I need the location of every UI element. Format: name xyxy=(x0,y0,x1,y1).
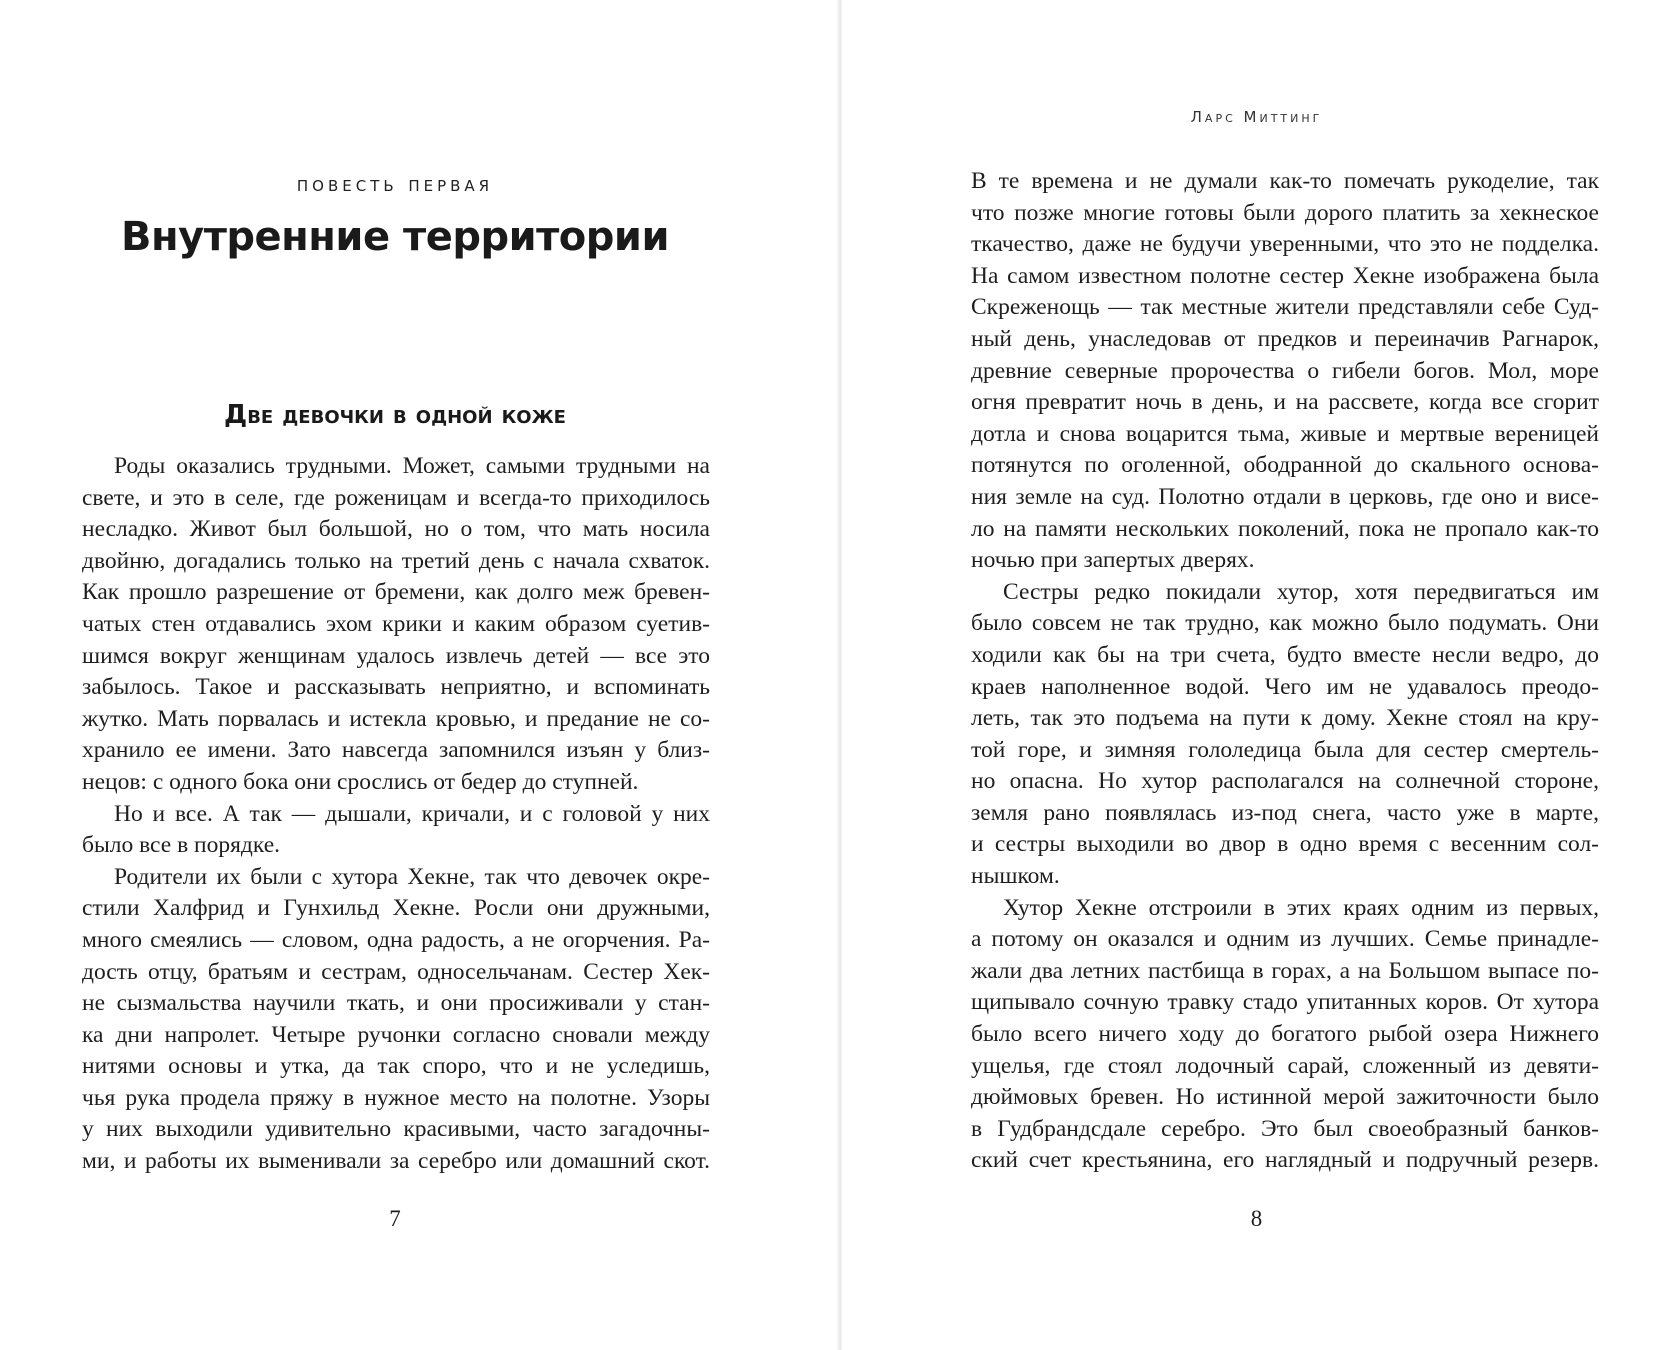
text-line: огня превратит ночь в день, и на рассвете, когда все сгорит xyxy=(971,389,1599,416)
text-line: шимся вокруг женщинам удалось извлечь детей — все это xyxy=(82,642,710,669)
text-line: много смеялись — словом, одна радость, а не огорчения. Ра- xyxy=(82,926,710,953)
text-line: стили Халфрид и Гунхильд Хекне. Росли они дружными, xyxy=(82,895,710,922)
text-line: хранило ее имени. Зато навсегда запомнился изъян у близ- xyxy=(82,737,710,764)
text-line: той горе, и зимняя гололедица была для сестер смертель- xyxy=(971,736,1599,763)
text-line: было совсем не так трудно, как можно было подумать. Они xyxy=(971,610,1599,637)
text-line: Родители их были с хутора Хекне, так что девочек окре- xyxy=(114,863,710,890)
text-line: жали два летних пастбища в горах, а на Большом выпасе по- xyxy=(971,957,1599,984)
text-line: ный день, унаследовав от предков и переиначив Рагнарок, xyxy=(971,325,1599,352)
text-line: ущелья, где стоял лодочный сарай, сложенный из девяти- xyxy=(971,1052,1599,1079)
text-line: нецов: с одного бока они срослись от бедер до ступней. xyxy=(82,768,639,795)
text-line: и сестры выходили во двор в одно время с весенним сол- xyxy=(971,831,1599,858)
text-line: у них выходили удивительно красивыми, часто загадочны- xyxy=(82,1116,710,1143)
text-line: Сестры редко покидали хутор, хотя передвигаться им xyxy=(1003,578,1599,605)
running-head: Ларс Миттинг xyxy=(1190,108,1323,126)
text-line: нитями основы и утка, да так споро, что и не уследишь, xyxy=(82,1053,710,1080)
text-line: нышком. xyxy=(971,863,1060,890)
text-line: ткачество, даже не будучи уверенными, что это не подделка. xyxy=(971,231,1599,258)
story-label: повесть первая xyxy=(296,172,494,196)
text-line: было всего ничего ходу до богатого рыбой озера Нижнего xyxy=(971,1021,1599,1048)
text-line: чья рука продела пряжу в нужное место на полотне. Узоры xyxy=(82,1084,710,1111)
text-line: ло на памяти нескольких поколений, пока не пропало как-то xyxy=(971,515,1599,542)
text-line: ми, и работы их выменивали за серебро или домашний скот. xyxy=(82,1148,710,1175)
text-line: не сызмальства научили ткать, и они просиживали у стан- xyxy=(82,990,710,1017)
text-line: щипывало сочную травку стадо упитанных коров. От хутора xyxy=(971,989,1599,1016)
text-line: забылось. Такое и рассказывать неприятно, и вспоминать xyxy=(82,674,710,701)
text-line: Роды оказались трудными. Может, самыми трудными на xyxy=(114,453,710,479)
text-line: ночью при запертых дверях. xyxy=(971,547,1255,574)
text-line: древние северные пророчества о гибели богов. Мол, море xyxy=(971,357,1599,384)
text-line: Но и все. А так — дышали, кричали, и с головой у них xyxy=(114,800,710,827)
text-line: Хутор Хекне отстроили в этих краях одним из первых, xyxy=(1003,894,1599,921)
text-line: а потому он оказался и одним из лучших. Семье принадле- xyxy=(971,926,1599,953)
text-line: Скреженощь — так местные жители представляли себе Суд- xyxy=(971,294,1599,321)
text-line: дотла и снова воцарится тьма, живые и мертвые вереницей xyxy=(971,420,1599,447)
text-line: несладко. Живот был большой, но о том, что мать носила xyxy=(82,516,710,543)
page-number: 7 xyxy=(389,1206,401,1231)
text-line: краев наполненное водой. Чего им не удавалось преодо- xyxy=(971,673,1599,700)
text-line: свете, и это в селе, где роженицам и всегда-то приходилось xyxy=(82,484,710,511)
chapter-title: Две девочки в одной коже xyxy=(224,400,566,430)
text-line: дюймовых бревен. Но истинной мерой зажиточности было xyxy=(971,1084,1599,1111)
right-body-text xyxy=(971,166,1599,1177)
text-line: ка дни напролет. Четыре ручонки согласно сновали между xyxy=(82,1021,710,1048)
text-line: леть, так это подъема на пути к дому. Хекне стоял на кру- xyxy=(971,705,1599,732)
right-page xyxy=(842,0,1671,1350)
story-title: Внутренние территории xyxy=(121,214,669,260)
text-line: но опасна. Но хутор располагался на солнечной стороне, xyxy=(971,768,1599,795)
text-line: земля рано появлялась из-под снега, часто уже в марте, xyxy=(971,799,1599,826)
page-number: 8 xyxy=(1250,1206,1263,1231)
text-line: двойню, догадались только на третий день с начала схваток. xyxy=(82,547,710,574)
text-line: Как прошло разрешение от бремени, как долго меж бревен- xyxy=(82,579,710,606)
text-line: чатых стен отдавались эхом крики и каким образом суетив- xyxy=(82,610,710,637)
text-line: ходили как бы на три счета, будто вместе несли ведро, до xyxy=(971,641,1599,668)
text-line: было все в порядке. xyxy=(82,832,281,859)
text-line: жутко. Мать порвалась и истекла кровью, и предание не со- xyxy=(82,705,710,732)
text-line: дость отцу, братьям и сестрам, односельчанам. Сестер Хек- xyxy=(82,958,710,985)
left-body-text xyxy=(82,451,710,1178)
text-line: в Гудбрандсдале серебро. Это был своеобразный банков- xyxy=(971,1115,1599,1142)
text-line: потянутся по оголенной, ободранной до скального основа- xyxy=(971,452,1599,479)
text-line: ния земле на суд. Полотно отдали в церковь, где оно и висе- xyxy=(971,483,1599,510)
text-line: ский счет крестьянина, его наглядный и подручный резерв. xyxy=(971,1147,1599,1174)
text-line: что позже многие готовы были дорого платить за хекнеское xyxy=(971,199,1599,226)
text-line: В те времена и не думали как-то помечать рукоделие, так xyxy=(971,168,1599,194)
text-line: На самом известном полотне сестер Хекне изображена была xyxy=(971,262,1599,289)
